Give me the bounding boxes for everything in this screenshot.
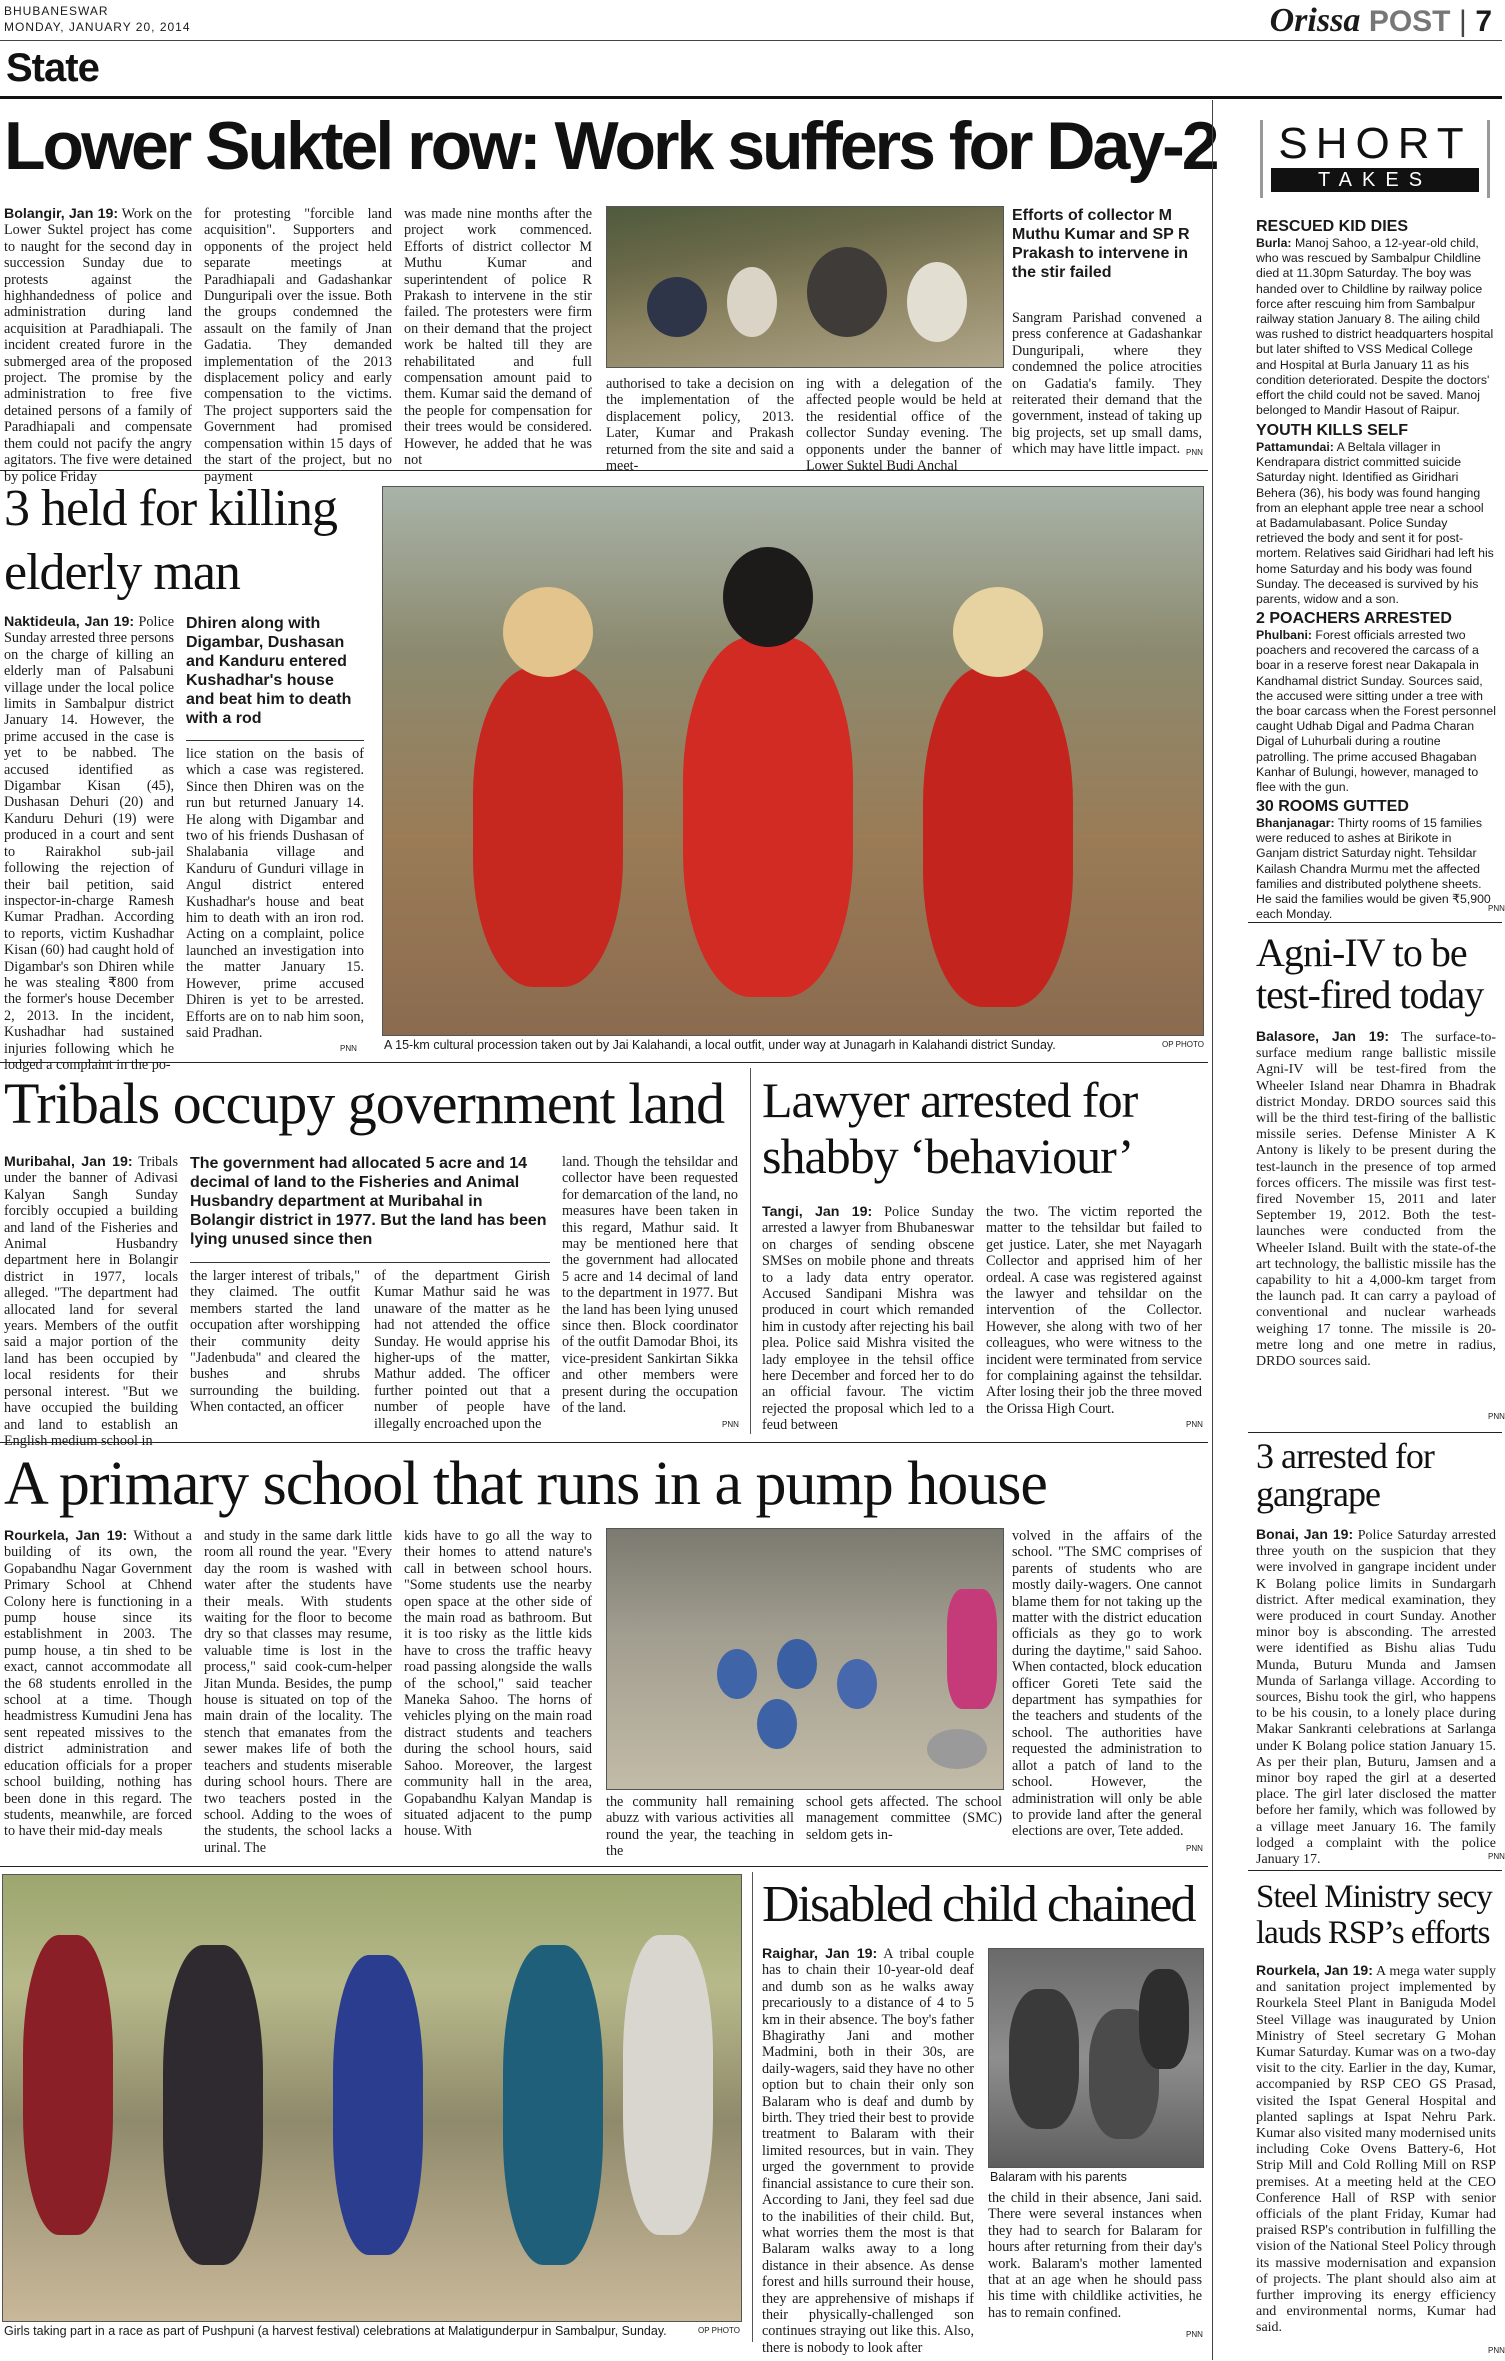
story2-credit: PNN	[340, 1044, 357, 1053]
story2-pullquote: Dhiren along with Digambar, Dushasan and Kanduru entered Kushadhar's house and beat him to death with a rod	[186, 615, 352, 727]
side3-headline-line2: lauds RSP’s efforts	[1256, 1915, 1490, 1951]
story5-col3: kids have to go all the way to their homes to attend nature's call in between school hours. "Some students use the nearby open space at the other side of the main road as bathroom. But it is too risky as the little kids have to cross the traffic heavy road passing alongside the walls of the school," said teacher Maneka Sahoo. The horns of vehicles plying on the main road distract students and teachers during the school hours, said Sahoo. Moreover, the largest community hall in the area, Gopabandhu Kalyan Mandap is situated adjacent to the pump house. With	[404, 1528, 592, 1840]
story6-col1: Raighar, Jan 19: A tribal couple has to chain their 10-year-old deaf and dumb son as he walks away precariously to a distance of 4 to 5 km in their absence. The boy's father Bhagirathy Jani and mother Madmini, both in their 30s, are daily-wagers, said they have no other option but to chain their only son Balaram who is deaf and dumb by birth. They tried their best to provide treatment to Balaram with their limited resources, but in vain. They urged the government to provide financial assistance to cure their son. According to Jani, they feel sad due to the inabilities of their child. But, what worries them the most is that Balaram walks away to a long distance in their absence. As dense forest and hills surround their house, they are apprehensive of mishaps if their physically-challenged son continues straying out like this. Also, there is nobody to look after	[762, 1946, 974, 2356]
story3-col1: Muribahal, Jan 19: Tribals under the banner of Adivasi Kalyan Sangh Sunday forcibly occupied a building and land of the Fisheries and Animal Husbandry department here in Bolangir district in 1977, locals alleged. "The department had allocated land for several years. Members of the outfit said a major portion of the land has been occupied by local residents for their personal interest. "But we have occupied the building and land to establish an English medium school in	[4, 1154, 178, 1449]
dateline: Raighar, Jan 19:	[762, 1946, 878, 1962]
race-caption: Girls taking part in a race as part of Pushpuni (a harvest festival) celebrations at Malatigunderpur in Sambalpur, Sunday.	[4, 2324, 667, 2338]
story3-headline: Tribals occupy government land	[4, 1071, 725, 1136]
dateline: Muribahal, Jan 19:	[4, 1154, 133, 1170]
dateline: Bhanjanagar:	[1256, 816, 1335, 830]
short-take-item	[1256, 610, 1496, 795]
side1-headline-line2: test-fired today	[1256, 972, 1484, 1017]
story5-col4: the community hall remaining abuzz with various activities all round the year, the teaching in the	[606, 1794, 794, 1860]
side1-headline-line1: Agni-IV to be	[1256, 930, 1467, 975]
race-credit: OP PHOTO	[698, 2326, 740, 2335]
side3-body: Rourkela, Jan 19: A mega water supply and sanitation project implemented by Rourkela Steel Plant in Baniguda Model Steel Village was inaugurated by Union Ministry of Steel secretary G Mohan Kumar Saturday. Kumar was on a two-day visit to the city. Earlier in the day, Kumar, accompanied by RSP CEO GS Prasad, visited the Ispat General Hospital and planted saplings at Ispat Nehru Park. Kumar also visited many modernised units including Coke Ovens Battery-6, Hot Strip Mill and Cold Rolling Mill on RSP premises. At a meeting held at the CEO Conference Hall of RSP with senior officials of the plant Friday, Kumar had praised RSP's contribution in fulfilling the vision of the National Steel Policy through its massive modernisation and expansion of projects. The plant should also aim at further improving its energy efficiency and environmental norms, Kumar had said.	[1256, 1962, 1497, 2336]
dateline: Tangi, Jan 19:	[762, 1204, 873, 1220]
dateline: Naktideula, Jan 19:	[4, 614, 135, 630]
short-take-body: Burla: Manoj Sahoo, a 12-year-old child, who was rescued by Sambalpur Childline died at 11.30pm Saturday. The boy was handed over to Childline by railway police force after rescuing him from Sambalpur railway station January 8. The ailing child was rushed to district headquarters hospital but later shifted to VSS Medical College and Hospital at Burla January 11 as his condition deteriorated. Despite the doctors' effort the child could not be saved. Manoj belonged to Mandir Hasout of Raipur.	[1256, 236, 1494, 418]
short-take-body: Bhanjanagar: Thirty rooms of 15 families were reduced to ashes at Birikote in Ganjam district Saturday night. Tehsildar Kailash Chandra Murmu met the affected families and distributed polythene sheets. He said the families would be given ₹5,900 each Monday.	[1256, 816, 1491, 922]
story5-col1: Rourkela, Jan 19: Without a building of its own, the Gopabandhu Nagar Government Primary School at Chhend Colony here is functioning in a pump house since its establishment in 2003. The pump house, a tin shed to be exact, cannot accommodate all the 68 students enrolled in the school at a time. Though headmistress Kumudini Jena has sent repeated missives to the district administration and education officials for a proper school building, nothing has been done in this regard. The students, meanwhile, are forced to have their mid-day meals	[4, 1528, 192, 1840]
sidebar-rule-2	[1248, 1432, 1502, 1433]
dateline: Balasore, Jan 19:	[1256, 1028, 1390, 1044]
short-take-item	[1256, 798, 1496, 922]
section-rule	[0, 96, 1502, 99]
logo-post: POST	[1368, 5, 1451, 38]
dateline-city: BHUBANESWAR	[4, 4, 109, 18]
sidebar-rule-1	[1248, 922, 1502, 923]
story6-headline: Disabled child chained	[762, 1876, 1195, 1933]
logo-orissa: Orissa	[1269, 2, 1361, 39]
story3-col4: land. Though the tehsildar and collector have been requested for demarcation of the land, no measures have been taken in this regard, Mathur said. It may be mentioned here that the government had allocated 5 acre and 14 decimal of land to the department in 1977. But the land has been lying unused since then. Block coordinator of the outfit Damodar Bhoi, its vice-president Sankirtan Sikka and other members were present during the occupation of the land.	[562, 1154, 738, 1417]
short-takes-label-bottom: TAKES	[1271, 168, 1479, 192]
dateline: Rourkela, Jan 19:	[1256, 1962, 1373, 1978]
side2-headline-line1: 3 arrested for	[1256, 1436, 1434, 1476]
story6-col2: the child in their absence, Jani said. There were several instances when they had to search for Balaram for hours after returning from their day's work. Balaram's mother lamented that at an age when he should pass his time with childlike activities, he has to remain confined.	[988, 2190, 1202, 2321]
short-takes-label-top: SHORT	[1278, 119, 1472, 168]
rule-row2	[0, 470, 1208, 471]
story1-pullquote: Efforts of collector M Muthu Kumar and SP R Prakash to intervene in the stir failed	[1012, 207, 1190, 281]
short-take-head: 2 POACHERS ARRESTED	[1256, 610, 1452, 627]
side1-credit: PNN	[1488, 1412, 1505, 1421]
story6-credit: PNN	[1186, 2330, 1203, 2339]
short-take-item	[1256, 218, 1496, 418]
short-takes-list	[1256, 218, 1496, 922]
side3-credit: PNN	[1488, 2346, 1505, 2355]
story5-credit: PNN	[1186, 1844, 1203, 1853]
meeting-photo	[606, 206, 1004, 368]
story3-col3: of the department Girish Kumar Mathur said he was unaware of the matter as he had not attended the office Sunday. He would apprise his higher-ups of the matter, Mathur added. The officer further pointed out that a number of people have illegally encroached upon the	[374, 1268, 550, 1432]
story3-col2: the larger interest of tribals," they claimed. The outfit members started the land occupation after worshipping their community deity "Jadenbuda" and cleared the bushes and shrubs surrounding the building. When contacted, an officer	[190, 1268, 360, 1416]
school-photo	[606, 1528, 1004, 1790]
race-photo	[2, 1874, 742, 2322]
paper-logo: Orissa POST | 7	[1269, 2, 1492, 39]
story1-headline: Lower Suktel row: Work suffers for Day-2	[4, 108, 1217, 184]
short-take-body: Pattamundai: A Beltala villager in Kendrapara district committed suicide Saturday night. Identified as Giridhari Behera (36), his body was found hanging from an elephant apple tree near a school at Badamulabasant. Police Sunday retrieved the body and sent it for post-mortem. Relatives said Giridhari had left his home Saturday and his body was found Sunday. The deceased is survived by his parents, widow and a son.	[1256, 440, 1494, 607]
story4-headline-line2: shabby ‘behaviour’	[762, 1128, 1134, 1184]
story2-pull-rule	[186, 740, 364, 741]
dateline: Pattamundai:	[1256, 440, 1334, 454]
rule-row3	[0, 1062, 1208, 1063]
story4-col2: the two. The victim reported the matter to the tehsildar but failed to get justice. Later, she met Nayagarh Collector and apprised him of her ordeal. A case was registered against the lawyer and tehsildar on the intervention of the Collector. However, she along with two of her colleagues, who were witness to the incident were terminated from service for complaining against the tehsildar. After losing their job the three moved the Orissa High Court.	[986, 1204, 1202, 1417]
rule-row4	[0, 1442, 1208, 1443]
story2-col1: Naktideula, Jan 19: Police Sunday arrested three persons on the charge of killing an elderly man of Palsabuni village under the local police limits in Sambalpur district January 14. However, the prime accused in the case is yet to be nabbed. The accused identified as Digambar Kisan (45), Dushasan Dehuri (20) and Kanduru Dehuri (19) were produced in a court and sent to Rairakhol sub-jail following the rejection of their bail petition, said inspector-in-charge Ramesh Kumar Pradhan. According to reports, victim Kushadhar Kisan (60) had caught hold of Digambar's son Dhiren while he was stealing ₹800 from the former's house December 2, 2013. In the incident, Kushadhar had sustained injuries following which he lodged a complaint in the po-	[4, 614, 174, 1073]
story3-pull-rule	[190, 1262, 550, 1263]
procession-credit: OP PHOTO	[1162, 1040, 1204, 1049]
procession-caption: A 15-km cultural procession taken out by Jai Kalahandi, a local outfit, under way at Junagarh in Kalahandi district Sunday.	[384, 1038, 1056, 1052]
story5-headline: A primary school that runs in a pump house	[4, 1450, 1047, 1518]
child-photo-caption: Balaram with his parents	[990, 2170, 1127, 2184]
short-take-item	[1256, 422, 1496, 607]
short-take-body: Phulbani: Forest officials arrested two poachers and recovered the carcass of a boar in a reserve forest near Dakapala in Kandhamal district Sunday. Sources said, the accused were sitting under a tree with the boar carcass when the Forest personnel caught Udhab Digal and Padma Charan Digal of Luhurbali during a routine patrolling. The prime accused Bhagaban Kanhar of Bulungi, however, managed to flee with the gun.	[1256, 628, 1496, 795]
story5-col6: volved in the affairs of the school. "The SMC comprises of parents of students who are mostly daily-wagers. One cannot blame them for not taking up the matter with the district education officials as they go to work during the daytime," said Sahoo. When contacted, block education officer Goreti Tete said the department has sympathies for the teachers and students of the school. The authorities have requested the administration to allot a patch of land to the school. However, the administration will only be able to provide land after the general elections are over, Tete added.	[1012, 1528, 1202, 1840]
procession-photo	[382, 486, 1204, 1036]
story5-col5: school gets affected. The school management committee (SMC) seldom gets in-	[806, 1794, 1002, 1843]
sidebar-divider	[1212, 100, 1213, 2360]
dateline: Bolangir, Jan 19:	[4, 206, 119, 222]
page-number: 7	[1475, 5, 1492, 38]
short-take-head: 30 ROOMS GUTTED	[1256, 798, 1409, 815]
dateline: Burla:	[1256, 236, 1292, 250]
story1-col4: authorised to take a decision on the implementation of the displacement policy, 2013. Later, Kumar and Prakash returned from the site and said a meet-	[606, 376, 794, 475]
story1-col3: was made nine months after the project work commenced. Efforts of district collector M Muthu Kumar and superintendent of police R Prakash to intervene in the stir failed. The protesters were firm on their demand that the project work be halted till they are rehabilitated and full compensation amount paid to them. Kumar said the demand of the people for compensation for their trees would be considered. However, he added that he was not	[404, 206, 592, 469]
short-takes-credit: PNN	[1488, 904, 1505, 913]
dateline: Bonai, Jan 19:	[1256, 1526, 1354, 1542]
dateline-date: MONDAY, JANUARY 20, 2014	[4, 20, 191, 34]
story6-divider	[752, 1872, 753, 2342]
story1-credit: PNN	[1186, 448, 1203, 457]
story1-col6: Sangram Parishad convened a press conference at Gadashankar Dunguripali, where they condemned the police atrocities on Gadatia's family. They reiterated their demand that the government, instead of taking up big projects, set up small dams, which may have little impact.	[1012, 310, 1202, 458]
story5-col2: and study in the same dark little room all round the year. "Every day the room is washed with water after the students have their meals. With students waiting for the floor to become dry so that classes may resume, valuable time is lost in the process," said cook-cum-helper Jitan Munda. Besides, the pump house is situated on top of the main drain of the locality. The stench that emanates from the sewer makes life of both the teachers and students miserable during school hours. There are two teachers posted in the school. Adding to the woes of the students, the school lacks a urinal. The	[204, 1528, 392, 1856]
masthead-rule	[0, 40, 1502, 41]
side1-body: Balasore, Jan 19: The surface-to-surface medium range ballistic missile Agni-IV will be test-fired from the Wheeler Island near Dhamra in Bhadrak district Monday. DRDO sources said this will be the third test-firing of the ballistic missile series. Defense Minister A K Antony is likely to be present during the test-launch in the presence of top armed forces officers. The missile was first test-fired November 15, 2011 and later September 19, 2012. Both the test-launches were conducted from the Wheeler Island. Built with the state-of-the art technology, the ballistic missile has the capability to hit a 4,000-km target from the launch pad. It can carry a payload of conventional and nuclear warheads weighing 17 tonne. The missile is 20-metre long and one metre in radius, DRDO sources said.	[1256, 1028, 1496, 1370]
story3-credit: PNN	[722, 1420, 739, 1429]
story2-col2: lice station on the basis of which a case was registered. Since then Dhiren was on the run but returned January 14. He along with Digambar and two of his friends Dushasan of Shalabania village and Kanduru of Gunduri village in Angul district entered Kushadhar's house and beat him to death with an iron rod. Acting on a complaint, police launched an investigation into the matter January 15. However, prime accused Dhiren is yet to be arrested. Efforts are on to nab him soon, said Pradhan.	[186, 746, 364, 1041]
story4-col1: Tangi, Jan 19: Police Sunday arrested a lawyer from Bhubaneswar on charges of sending obscene SMSes on mobile phone and threats to a lady data entry operator. Accused Sandipani Mishra was produced in court which remanded him in custody after rejecting his bail plea. Police said Mishra visited the lady employee in the tehsil office here December and forced her to do an official favour. The victim rejected the proposal which led to a feud between	[762, 1204, 974, 1434]
story3-divider	[750, 1068, 751, 1434]
short-takes-box	[1260, 120, 1490, 198]
dateline: Phulbani:	[1256, 628, 1313, 642]
dateline: Rourkela, Jan 19:	[4, 1528, 128, 1544]
side2-credit: PNN	[1488, 1852, 1505, 1861]
short-take-head: YOUTH KILLS SELF	[1256, 422, 1408, 439]
story4-credit: PNN	[1186, 1420, 1203, 1429]
side2-headline-line2: gangrape	[1256, 1474, 1380, 1514]
story1-col5: ing with a delegation of the affected people would be held at the residential office of the collector Sunday evening. The opponents under the banner of Lower Suktel Budi Anchal	[806, 376, 1002, 475]
rule-row5	[0, 1866, 1208, 1867]
side3-headline-line1: Steel Ministry secy	[1256, 1879, 1492, 1915]
side2-body: Bonai, Jan 19: Police Saturday arrested three youth on the suspicion that they were involved in gangrape incident under K Bolang police limits in Sundargarh district. After medical examination, they were produced in court Sunday. Another minor boy is absconding. The arrested were identified as Bishu alias Tudu Munda, Buturu Munda and Jamsen Munda of Sarlanga village. According to sources, Bishu took the girl, who happens to be his cousin, to a lonely place during Makar Sankranti celebrations at Sarlanga under K Bolang police station January 15. As per their plan, Buturu, Jamsen and a minor boy raped the girl at a deserted place. The girl later disclosed the matter before her family, which was followed by a village meet January 16. The family lodged a complaint with the police January 17.	[1256, 1526, 1496, 1868]
story2-headline-line2: elderly man	[4, 544, 240, 601]
story3-pullquote: The government had allocated 5 acre and 14 decimal of land to the Fisheries and Animal Husbandry department at Muribahal in Bolangir district in 1977. But the land has been lying unused since then	[190, 1155, 547, 1248]
child-photo	[988, 1948, 1204, 2168]
story1-col1: Bolangir, Jan 19: Work on the Lower Suktel project has come to naught for the second day in succession Sunday due to protests against the highhandedness of police and administration during land acquisition at Paradhiapali. The incident created furore in the submerged area of the proposed project. The promise by the administration to free five detained persons of a family of Paradhiapali and compensate them could not pacify the angry agitators. The five were detained by police Friday	[4, 206, 192, 485]
section-label: State	[6, 46, 99, 90]
story4-headline-line1: Lawyer arrested for	[762, 1072, 1138, 1128]
short-take-head: RESCUED KID DIES	[1256, 218, 1409, 235]
sidebar-rule-3	[1248, 1870, 1502, 1871]
story1-col2: for protesting "forcible land acquisition". Supporters and opponents of the project held separate meetings at Paradhiapali and Gadashankar Dunguripali over the issue. Both the groups condemned the assault on the family of Jnan Gadatia. They demanded implementation of the 2013 displacement policy and early compensation to the victims. The project supporters said the Government had promised compensation within 15 days of the start of the project, but no payment	[204, 206, 392, 485]
story2-headline-line1: 3 held for killing	[4, 480, 337, 537]
